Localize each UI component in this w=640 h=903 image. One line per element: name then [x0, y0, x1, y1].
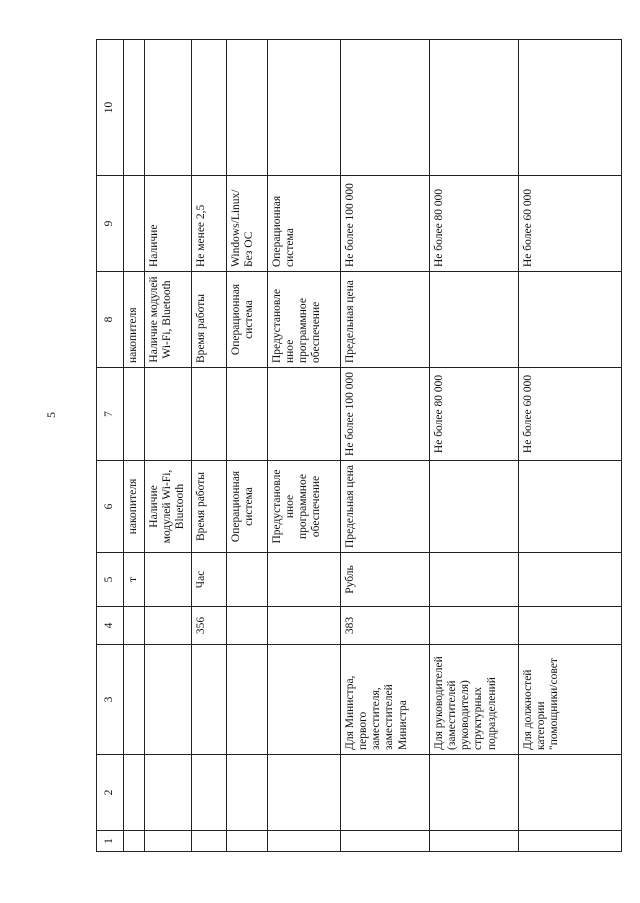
table-cell: [145, 607, 192, 645]
table-row: [226, 40, 267, 852]
table-cell: [518, 272, 621, 368]
table-cell: [124, 607, 145, 645]
table-cell: накопителя: [124, 272, 145, 368]
table-cell: Операционная система: [226, 461, 267, 553]
table-cell: Рубль: [340, 553, 429, 607]
column-header: 1: [97, 831, 124, 852]
table-cell: [145, 40, 192, 176]
header-row: [97, 40, 124, 852]
table-cell: [145, 645, 192, 755]
table-cell: [124, 176, 145, 272]
table-cell: [191, 368, 226, 461]
table-cell: [124, 831, 145, 852]
table-cell: [191, 645, 226, 755]
table-cell: [267, 755, 340, 831]
table-cell: Не более 80 000: [429, 368, 518, 461]
table-cell: [429, 40, 518, 176]
table-cell: [145, 368, 192, 461]
table-cell: Не более 60 000: [518, 176, 621, 272]
table-cell: [518, 40, 621, 176]
table-cell: [518, 553, 621, 607]
table-cell: [429, 461, 518, 553]
table-cell: [191, 831, 226, 852]
table-cell: Windows/Linux/ Без ОС: [226, 176, 267, 272]
table-cell: [191, 755, 226, 831]
table-cell: [267, 368, 340, 461]
table-cell: [429, 272, 518, 368]
table-cell: [226, 755, 267, 831]
specification-table: [96, 39, 622, 852]
table-cell: [124, 645, 145, 755]
table-cell: Не более 100 000: [340, 368, 429, 461]
column-header: 4: [97, 607, 124, 645]
table-cell: [340, 755, 429, 831]
table-cell: [267, 831, 340, 852]
table-cell: [226, 607, 267, 645]
table-cell: [124, 40, 145, 176]
table-cell: Не более 100 000: [340, 176, 429, 272]
table-row: [429, 40, 518, 852]
table-cell: [518, 755, 621, 831]
table-cell: Время работы: [191, 461, 226, 553]
table-cell: [429, 755, 518, 831]
table-cell: [145, 755, 192, 831]
table-cell: [518, 607, 621, 645]
table-cell: [226, 368, 267, 461]
column-header: 10: [97, 40, 124, 176]
table-cell: 356: [191, 607, 226, 645]
table-cell: [518, 461, 621, 553]
table-cell: [429, 553, 518, 607]
table-cell: Предельная цена: [340, 461, 429, 553]
table-cell: [267, 645, 340, 755]
table-cell: Операционная система: [267, 176, 340, 272]
table-cell: Предустановле нное программное обеспечение: [267, 272, 340, 368]
table-cell: [145, 553, 192, 607]
table-cell: Время работы: [191, 272, 226, 368]
table-row: [145, 40, 192, 852]
table-row: [124, 40, 145, 852]
column-header: 3: [97, 645, 124, 755]
table-cell: [124, 755, 145, 831]
table-row: [518, 40, 621, 852]
table-cell: Предельная цена: [340, 272, 429, 368]
column-header: 8: [97, 272, 124, 368]
table-cell: Наличие модулей Wi-Fi, Bluetooth: [145, 461, 192, 553]
table-cell: [340, 40, 429, 176]
table-cell: Для Министра, первого заместителя, заместителей Министра: [340, 645, 429, 755]
table-cell: Для должностей категории "помощники/совет: [518, 645, 621, 755]
column-header: 5: [97, 553, 124, 607]
table-cell: [267, 553, 340, 607]
table-cell: [267, 40, 340, 176]
table-cell: Наличие: [145, 176, 192, 272]
table-row: [340, 40, 429, 852]
table-cell: [191, 40, 226, 176]
table-cell: Не более 80 000: [429, 176, 518, 272]
table-cell: [145, 831, 192, 852]
table-cell: [267, 607, 340, 645]
table-cell: [226, 831, 267, 852]
table-cell: Для руководителей (заместителей руководителя) структурных подразделений: [429, 645, 518, 755]
table-cell: Не более 60 000: [518, 368, 621, 461]
table-cell: Не менее 2,5: [191, 176, 226, 272]
table-cell: т: [124, 553, 145, 607]
table-cell: Операционная система: [226, 272, 267, 368]
table-frame: [96, 40, 596, 852]
table-cell: [429, 607, 518, 645]
column-header: 7: [97, 368, 124, 461]
table-cell: Час: [191, 553, 226, 607]
table-cell: [124, 368, 145, 461]
column-header: 9: [97, 176, 124, 272]
page-number: 5: [44, 412, 58, 418]
table-cell: [340, 831, 429, 852]
table-cell: 383: [340, 607, 429, 645]
table-cell: [518, 831, 621, 852]
table-row: [267, 40, 340, 852]
column-header: 6: [97, 461, 124, 553]
table-cell: накопителя: [124, 461, 145, 553]
table-cell: Наличие модулей Wi-Fi, Bluetooth: [145, 272, 192, 368]
column-header: 2: [97, 755, 124, 831]
table-cell: [226, 645, 267, 755]
table-cell: [226, 553, 267, 607]
table-cell: [226, 40, 267, 176]
table-cell: Предустановле нное программное обеспечение: [267, 461, 340, 553]
table-row: [191, 40, 226, 852]
table-cell: [429, 831, 518, 852]
